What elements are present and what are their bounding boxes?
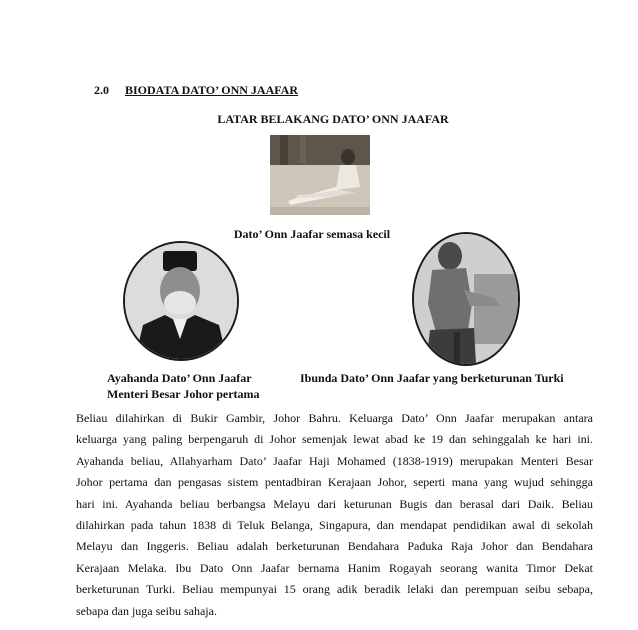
subtitle xyxy=(0,112,638,127)
section-title: BIODATA DATO’ ONN JAAFAR xyxy=(125,83,299,97)
mother-portrait xyxy=(412,232,520,366)
father-portrait xyxy=(123,241,239,361)
paragraph-line: hari ini. Ayahanda beliau berbangsa Melayu dari keturunan Bugis dan berasal dari Daik. Beliau xyxy=(76,496,593,511)
caption-father-line1: Ayahanda Dato’ Onn Jaafar xyxy=(107,371,252,385)
paragraph-line: dilahirkan pada tahun 1838 di Teluk Belanga, Singapura, dan mendapat pendidikan awal di sekolah xyxy=(76,518,593,533)
paragraph-line: sebapa dan juga seibu sahaja. xyxy=(76,603,217,618)
caption-childhood xyxy=(0,226,638,242)
subtitle-text: LATAR BELAKANG DATO’ ONN JAAFAR xyxy=(217,112,449,126)
caption-father xyxy=(107,370,260,402)
caption-childhood-text: Dato’ Onn Jaafar semasa kecil xyxy=(233,227,391,241)
biography-paragraph xyxy=(76,408,593,622)
paragraph-line: keluarga yang paling berpengaruh di Johor semenjak lewat abad ke 19 dan sehinggalah ke hari ini. xyxy=(76,432,593,447)
paragraph-line: Johor pertama dan pengasas sistem pentadbiran Kerajaan Johor, seperti mana yang wujud sehingga xyxy=(76,475,593,490)
paragraph-line: Kerajaan Melaka. Ibu Dato Onn Jaafar bernama Hanim Rogayah seorang wanita Timor Dekat xyxy=(76,560,593,575)
caption-mother: Ibunda Dato’ Onn Jaafar yang berketurunan Turki xyxy=(300,371,564,385)
caption-father-line2: Menteri Besar Johor pertama xyxy=(107,387,260,401)
paragraph-line: Melayu dan Inggeris. Beliau adalah berketurunan Bendahara Paduka Raja Johor dan Bendahara xyxy=(76,539,593,554)
paragraph-line: Beliau dilahirkan di Bukir Gambir, Johor Bahru. Keluarga Dato’ Onn Jaafar merupakan antara xyxy=(76,411,593,425)
childhood-photo xyxy=(270,135,370,215)
section-number: 2.0 xyxy=(94,83,109,97)
paragraph-line: Ayahanda beliau, Allahyarham Dato’ Jaafar Haji Mohamed (1838-1919) merupakan Menteri Besar xyxy=(76,453,593,468)
paragraph-line: berketurunan Turki. Beliau mempunyai 15 orang adik beradik lelaki dan perempuan seibu sebapa, xyxy=(76,582,593,597)
